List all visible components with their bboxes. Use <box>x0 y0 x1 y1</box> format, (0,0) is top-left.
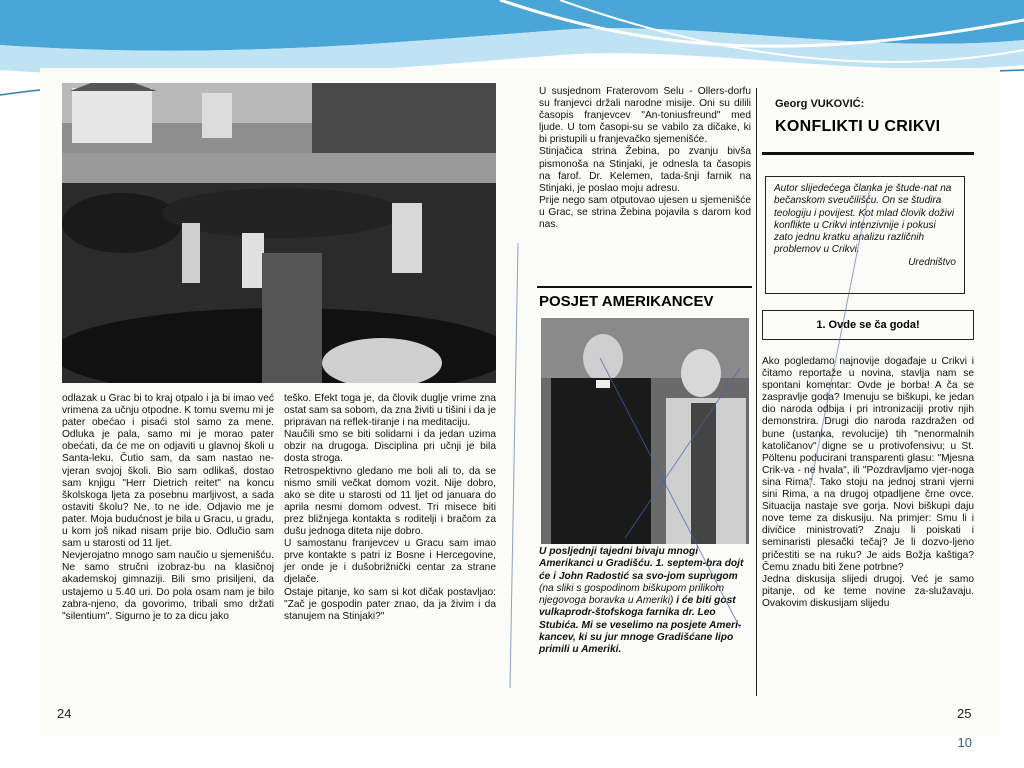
page-number-right: 25 <box>957 706 972 721</box>
paragraph: Retrospektivno gledano me boli ali to, da se nismo smili večkat domom vozit. Nije dobro, ako se dite u starosti od 11 ljet od januara do aprila nesmi domom odvest. Tri misece biti prez bližnjega kontakta s roditelji i bračom za dušu jednoga diteta nije dobro. <box>284 465 496 538</box>
article-author: Georg VUKOVIĆ: <box>775 98 865 110</box>
editor-note-signature: Uredništvo <box>908 256 956 268</box>
paragraph: Naučili smo se biti solidarni i da jedan uzima obzir na drugoga. Disciplina pri učnji je bila dosta stroga. <box>284 429 496 465</box>
paragraph: Jedna diskusija slijedi drugoj. Već je samo pitanje, od ke teme novine za-služavaju. Ovakovim diskusijam slijedu <box>762 573 974 609</box>
scanned-magazine-spread <box>40 68 1000 736</box>
editor-note-text: Autor slijedećega članka je štude-nat na bečanskom sveučilišću. On se študira teologiju i povijest. Kot mlad človik doživi konflikte u Crikvi intenzivnije i pokusi zato jednu kratku analizu različnih problemov u Crikvi. <box>774 183 955 256</box>
paragraph: U susjednom Fraterovom Selu - Ollers-dorfu su franjevci držali narodne misije. Oni su dilili časopis franjevcev "An-toniusfreund" med ljude. U tom časopi-su se vabilo za dičake, ki bi pristupili u franjevačko sjemenišće. <box>539 86 751 146</box>
pen-annotation-marks <box>40 68 1000 736</box>
paragraph: U samostanu franjevcev u Gracu sam imao prve kontakte s patri iz Bosne i Hercegovine, jer onde je i dušobrižnički centar za strane djelače. <box>284 538 496 586</box>
paragraph: Prije nego sam otputovao ujesen u sjemenišće u Grac, se strina Žebina pojavila s darom kod nas. <box>539 194 751 231</box>
posjet-headline: POSJET AMERIKANCEV <box>539 293 714 310</box>
page-number-left: 24 <box>57 706 72 721</box>
paragraph: odlazak u Grac bi to kraj otpalo i ja bi imao već vrimena za učnju otpodne. K tomu svemu mi je pater obećao i pisaći stol samo za mene. Odluka je pala, samo mi je morao pater obećati, da će me on odjaviti u glavnoj školi u Santa-leku. Čutio sam, da sam nastao ne-vjeran svojoj školi. Bio sam odlikaš, dostao sam knjigu "Herr Dietrich reitet" na koncu školskoga ljeta za posebnu marljivost, a sada ostaviti školu? Ne, to ne ide. Odjavio me je pater. Moja budućnost je bila u Gracu, u gradu, u kom još nikad nisam prije bio. Odlučio sam sam u starosti od 11 ljet. <box>62 393 274 550</box>
paragraph: Nevjerojatno mnogo sam naučio u sjemenišću. Ne samo stručni izobraz-bu na klasičnoj akademskoj gimnaziji. Bili smo prisiljeni, da ustajemo u 5.40 uri. Do pola osam nam je bilo zabra-njeno, da govorimo, tribali smo držati "silentium". Sigurno je to za dicu jako <box>62 550 274 622</box>
paragraph: Ostaje pitanje, ko sam si kot dičak postavljao: "Zač je gospodin pater znao, da ja živim i da stanujem na Stinjaki?" <box>284 586 496 622</box>
paragraph: teško. Efekt toga je, da človik duglje vrime zna ostat sam sa sobom, da zna živiti u tišini i da je pripravan na reflek-tiranje i na meditaciju. <box>284 393 496 429</box>
paragraph: Ako pogledamo najnovije događaje u Crikvi i čitamo reportaže u novina, stavlja nam se spontani komentar: Ovde je borba! A ča se zaspravlje goda? Imenuju se biškupi, ke jedan dio naroda odbija i pri intronizaciji protiv njih demonstrira. Drugi dio naroda razdražen od bune (ustanka, revolucije) tih "nenormalnih katoličanov" digne se u protivofensivu; u St. Pöltenu poducirani transparenti glasu: "Mjesna Crik-va - ne hvala", ili "Pozdravljamo vjer-noga sina Rima". Tako stoju na jednoj strani vjerni sini Rima, a na drugoj otpadljene črne ovce. Situacija nastaje sve gorja. Novi biškupi daju nove teme za diskusiju. Na primjer: Smu li i divičice ministrovati? Znaju li poiskati i seminaristi plesački tečaj? Je li dozvo-ljeno pričestiti se na ruku? Je aids Božja kaštiga? Čemu znadu biti žene potrbne? <box>762 356 974 573</box>
slide-number: 10 <box>957 735 972 750</box>
caption-bold-1: U posljednji tajedni bivaju mnogi Amerikanci u Gradišću. 1. septem-bra dojt će i John Radostić sa svo-jom suprugom <box>539 546 744 582</box>
paragraph: Stinjačica strina Žebina, po zvanju bivša pismonoša na Stinjaki, je odnesla ta časopis na farof. Dr. Kelemen, tada-šnji farnik na Stinjaki, je poslao moju adresu. <box>539 146 751 194</box>
caption-light: (na sliki s gospodinom biškupom prilikom njegovoga boravka u Ameriki) <box>539 582 725 607</box>
caption-bold-2: i će biti gost vulkaprodr-štofskoga farnika dr. Leo Stubića. Mi se veselimo na posjete Ameri-kancev, ki su jur mnoge Gradišćane lipo primili u Ameriki. <box>539 595 742 656</box>
article-title: KONFLIKTI U CRIKVI <box>775 118 941 135</box>
section-heading-box: 1. Ovde se ča goda! <box>762 310 974 340</box>
